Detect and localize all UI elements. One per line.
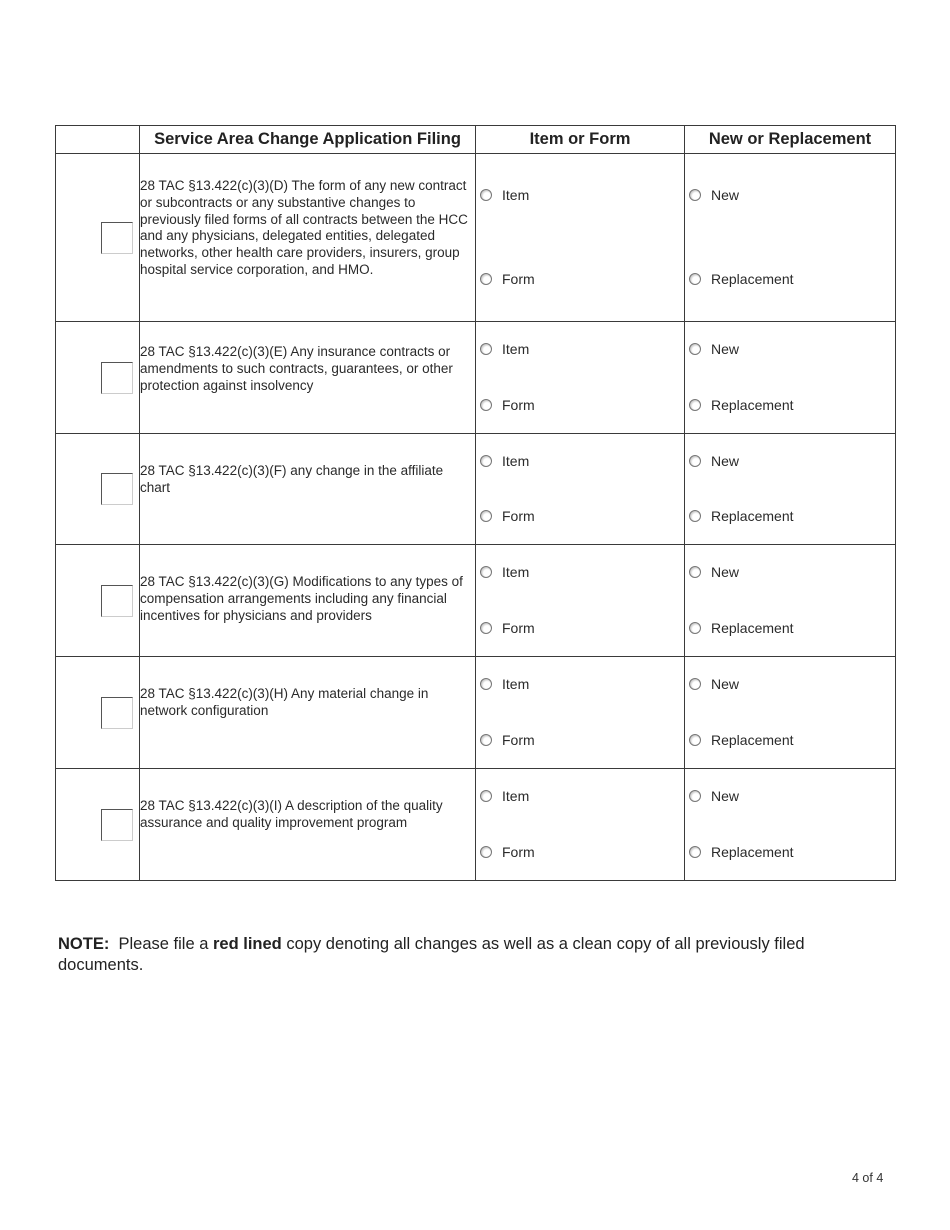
- table-row: [56, 769, 896, 881]
- form-radio[interactable]: [480, 620, 535, 636]
- new-radio[interactable]: [689, 453, 739, 469]
- table-row: [56, 322, 896, 434]
- table-row: [56, 545, 896, 657]
- radio-circle-icon: [480, 566, 492, 578]
- replacement-label: Replacement: [711, 397, 794, 413]
- radio-circle-icon: [689, 846, 701, 858]
- table-header-row: [56, 126, 896, 154]
- item-label: Item: [502, 676, 530, 692]
- new-label: New: [711, 676, 740, 692]
- form-label: Form: [502, 397, 535, 413]
- item-radio[interactable]: [480, 187, 529, 203]
- replacement-label: Replacement: [711, 732, 794, 748]
- replacement-radio[interactable]: [689, 732, 794, 748]
- radio-circle-icon: [480, 790, 492, 802]
- header-filing: Service Area Change Application Filing: [140, 126, 476, 154]
- row-checkbox[interactable]: [101, 362, 133, 394]
- replacement-label: Replacement: [711, 844, 794, 860]
- row-description: 28 TAC §13.422(c)(3)(F) any change in the affiliate chart: [140, 463, 444, 495]
- note-text-after: copy denoting all changes as well as a clean copy of all previously filed documents.: [58, 935, 805, 974]
- radio-circle-icon: [480, 455, 492, 467]
- form-radio[interactable]: [480, 271, 535, 287]
- row-description: 28 TAC §13.422(c)(3)(E) Any insurance contracts or amendments to such contracts, guarantees, or other protection against insolvency: [140, 344, 453, 393]
- new-label: New: [711, 788, 740, 804]
- form-label: Form: [502, 844, 535, 860]
- replacement-radio[interactable]: [689, 397, 794, 413]
- radio-circle-icon: [689, 790, 701, 802]
- replacement-radio[interactable]: [689, 271, 794, 287]
- replacement-label: Replacement: [711, 271, 794, 287]
- item-label: Item: [502, 453, 530, 469]
- item-label: Item: [502, 341, 530, 357]
- radio-circle-icon: [689, 189, 701, 201]
- row-checkbox[interactable]: [101, 697, 133, 729]
- table-row: [56, 657, 896, 769]
- item-radio[interactable]: [480, 564, 529, 580]
- radio-circle-icon: [480, 510, 492, 522]
- filing-table: [55, 125, 896, 881]
- form-label: Form: [502, 620, 535, 636]
- radio-circle-icon: [689, 510, 701, 522]
- note-bold-text: red lined: [213, 935, 282, 953]
- row-description: 28 TAC §13.422(c)(3)(D) The form of any new contract or subcontracts or any substantive changes to previously filed forms of all contracts between the HCC and any physicians, delegated entities, delegated networks, other health care providers, insurers, group hospital service corporation, and HMO.: [140, 178, 468, 277]
- radio-circle-icon: [480, 678, 492, 690]
- replacement-label: Replacement: [711, 620, 794, 636]
- note-paragraph: [58, 934, 858, 976]
- note-label: NOTE:: [58, 935, 110, 953]
- item-label: Item: [502, 564, 530, 580]
- table-row: [56, 434, 896, 545]
- item-label: Item: [502, 788, 530, 804]
- radio-circle-icon: [689, 455, 701, 467]
- new-radio[interactable]: [689, 676, 739, 692]
- replacement-radio[interactable]: [689, 508, 794, 524]
- header-item-or-form: Item or Form: [476, 126, 685, 154]
- form-radio[interactable]: [480, 844, 535, 860]
- row-description: 28 TAC §13.422(c)(3)(H) Any material change in network configuration: [140, 686, 429, 718]
- form-radio[interactable]: [480, 508, 535, 524]
- header-new-or-replacement: New or Replacement: [685, 126, 896, 154]
- radio-circle-icon: [480, 846, 492, 858]
- radio-circle-icon: [480, 189, 492, 201]
- note-text-before: Please file a: [118, 935, 209, 953]
- form-label: Form: [502, 271, 535, 287]
- form-label: Form: [502, 732, 535, 748]
- replacement-radio[interactable]: [689, 620, 794, 636]
- radio-circle-icon: [689, 566, 701, 578]
- item-radio[interactable]: [480, 788, 529, 804]
- new-label: New: [711, 453, 740, 469]
- row-description: 28 TAC §13.422(c)(3)(I) A description of the quality assurance and quality improvement program: [140, 798, 443, 830]
- item-radio[interactable]: [480, 676, 529, 692]
- item-radio[interactable]: [480, 341, 529, 357]
- radio-circle-icon: [480, 734, 492, 746]
- new-radio[interactable]: [689, 788, 739, 804]
- radio-circle-icon: [480, 273, 492, 285]
- radio-circle-icon: [689, 399, 701, 411]
- form-radio[interactable]: [480, 397, 535, 413]
- new-label: New: [711, 187, 740, 203]
- radio-circle-icon: [480, 343, 492, 355]
- form-label: Form: [502, 508, 535, 524]
- row-checkbox[interactable]: [101, 809, 133, 841]
- row-description: 28 TAC §13.422(c)(3)(G) Modifications to any types of compensation arrangements including any financial incentives for physicians and providers: [140, 574, 463, 623]
- radio-circle-icon: [689, 734, 701, 746]
- replacement-radio[interactable]: [689, 844, 794, 860]
- new-radio[interactable]: [689, 341, 739, 357]
- radio-circle-icon: [689, 273, 701, 285]
- item-label: Item: [502, 187, 530, 203]
- item-radio[interactable]: [480, 453, 529, 469]
- radio-circle-icon: [480, 622, 492, 634]
- radio-circle-icon: [689, 622, 701, 634]
- replacement-label: Replacement: [711, 508, 794, 524]
- radio-circle-icon: [689, 343, 701, 355]
- table-row: [56, 154, 896, 322]
- page-number: 4 of 4: [852, 1171, 884, 1185]
- row-checkbox[interactable]: [101, 585, 133, 617]
- row-checkbox[interactable]: [101, 222, 133, 254]
- row-checkbox[interactable]: [101, 473, 133, 505]
- new-radio[interactable]: [689, 187, 739, 203]
- new-label: New: [711, 564, 740, 580]
- radio-circle-icon: [480, 399, 492, 411]
- radio-circle-icon: [689, 678, 701, 690]
- header-checkbox-column: [56, 126, 140, 154]
- form-radio[interactable]: [480, 732, 535, 748]
- new-radio[interactable]: [689, 564, 739, 580]
- new-label: New: [711, 341, 740, 357]
